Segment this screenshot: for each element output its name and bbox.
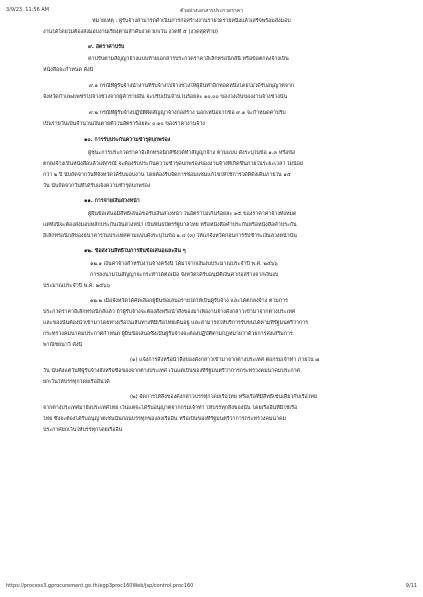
paragraph-line: ประกาศยกเว้นให้บรรทุกโดยเรืออื่น: [43, 427, 123, 433]
paragraph-line: กว่า ๒ ปี นับถัดจากวันที่จังหวัดได้รับมอบงาน โดยต้องรีบจัดการซ่อมแซมแก้ไขให้ใช้การได้ดีดังเดิมภายใน ๑๕: [43, 172, 291, 178]
note-line: หมายเหตุ : ผู้รับจ้างสามารถดำเนินการก่อสร้างงานรายใดรายหนึ่งแล้วเสร็จพร้อมส่งมอบ: [92, 18, 291, 24]
paragraph-line: ค่าปรับตามสัญญาจ้างแบบท้ายเอกสารประกวดราคาอิเล็กทรอนิกส์นี้ หรือข้อตกลงจ้างเป็น: [88, 56, 289, 62]
paragraph-line: จังหวัดกำแพงเพชรไปจ้างช่วงจากผู้ค้ารายอื่น จะปรับเป็นจำนวนร้อยละ ๑๐.๐๐ ของวงเงินของงานจ้างช่วงนั้น: [43, 94, 288, 100]
page-number: 9/11: [405, 583, 417, 589]
paragraph-line: ยกเว้นให้บรรทุกโดยเรืออื่นได้: [43, 379, 110, 385]
paragraph-line: ๑๒.๒ เมื่อจังหวัดได้คัดเลือกผู้ยื่นข้อเสนอรายใดให้เป็นผู้รับจ้าง และได้ตกลงจ้าง ตามการ: [90, 298, 288, 304]
paragraph-line: ๙.๑ กรณีที่ผู้รับจ้างนำงานที่รับจ้างไปจ้างช่วงให้ผู้อื่นทำอีกทอดหนึ่งโดยไม่ได้รับอนุญาตจาก: [89, 83, 295, 89]
paragraph-line: ผู้ชนะการประกวดราคาอิเล็กทรอนิกส์ซึ่งได้ทำสัญญาจ้าง ตามแบบ ดังระบุในข้อ ๑.๓ หรือข้อ: [88, 150, 296, 156]
paragraph-line: ๙.๒ กรณีที่ผู้รับจ้างปฏิบัติผิดสัญญาจ้างก่อสร้าง นอกเหนือจากข้อ ๙.๑ จะกำหนดค่าปรับ: [89, 110, 286, 116]
paragraph-line: หนังสือจะกำหนด ดังนี้: [43, 67, 94, 73]
paragraph-line: ประมาณประจำปี พ.ศ. ๒๕๖๖: [43, 283, 110, 289]
print-header-title: ตัวอย่างเอกสารประกวดราคา: [180, 8, 243, 14]
paragraph-line: และของนั้นต้องนำเข้ามาโดยทางเรือในเส้นทางที่มีเรือไทยเดินอยู่ และสามารถให้บริการรับขนได้ตามที่รัฐมนตรีว่าการ: [43, 320, 308, 326]
section-heading: ๑๑. การจ่ายเงินล่วงหน้า: [84, 198, 140, 204]
paragraph-line: พาณิชยนาวี ดังนี้: [43, 342, 83, 348]
paragraph-line: อิเล็กทรอนิกส์ของธนาคารในประเทศตามแบบดังระบุในข้อ ๑.๔ (๓) ให้แก่จังหวัดก่อนการรับชำระเงินล่วงหน้านั้น: [43, 233, 297, 239]
section-heading: ๑๐. การรับประกันความชำรุดบกพร่อง: [84, 137, 171, 143]
paragraph-line: วัน นับตั้งแต่วันที่ผู้รับจ้างสั่งหรือซื้อของจากต่างประเทศ เว้นแต่เป็นของที่รัฐมนตรีว่าการกระทรวงคมนาคมประกาศ: [43, 368, 300, 374]
paragraph-line: ๑๒.๑ เงินค่าจ้างสำหรับงานจ้างครั้งนี้ ได้มาจากเงินงบประมาณประจำปี พ.ศ. ๒๕๖๖: [90, 261, 278, 267]
footer-url: https://process3.gprocurement.go.th/egp3proc160Web/jsp/control.proc160: [6, 583, 194, 589]
print-timestamp: 3/9/23, 11:56 AM: [6, 7, 50, 13]
paragraph-line: การลงนามในสัญญาจะกระทำได้ต่อเมื่อ จังหวัดได้รับอนุมัติเงินค่าก่อสร้างจากเงินงบ: [90, 272, 279, 278]
paragraph-line: ไทย ซึ่งจะต้องได้รับอนุญาตเช่นนั้นก่อนบรรทุกของลงเรืออื่น หรือเป็นของที่รัฐมนตรีว่าการกระทรวงคมนาคม: [43, 416, 287, 422]
paragraph-line: ผู้ยื่นข้อเสนอมีสิทธิเสนอขอรับเงินล่วงหน้า ในอัตราไม่เกินร้อยละ ๑๕ ของราคาค่าจ้างทั้งหมด: [88, 211, 297, 217]
paragraph-line: วัน นับถัดจากวันที่ได้รับแจ้งความชำรุดบกพร่อง: [43, 183, 151, 189]
paragraph-line: เป็นรายวันเป็นจำนวนเงินตายตัวในอัตราร้อยละ ๐.๑๐ ของราคางานจ้าง: [43, 121, 205, 127]
note-line: งานได้โดยไม่ต้องส่งมอบงานเรียงตามลำดับงวด ยกเว้น งวดที่ ๕ (งวดสุดท้าย): [43, 29, 218, 35]
paragraph-line: จากต่างประเทศมายังประเทศไทย เว้นแต่จะได้รับอนุญาตจากกรมเจ้าท่า ให้บรรทุกสิ่งของนั้น โดยเรืออื่นที่มิใช่เรือ: [43, 405, 298, 411]
paragraph-line: กระทรวงคมนาคมประกาศกำหนด ผู้ยื่นข้อเสนอซึ่งเป็นผู้รับจ้างจะต้องปฏิบัติตามกฎหมายว่าด้วยการส่งเสริมการ: [43, 331, 293, 337]
paragraph-line: (๒) จัดการให้สิ่งของดังกล่าวบรรทุกโดยเรือไทย หรือเรือที่มีสิทธิเช่นเดียวกับเรือไทย: [130, 394, 317, 400]
paragraph-line: แต่ทั้งนี้จะต้องส่งมอบหลักประกันเงินล่วงหน้า เป็นพันธบัตรรัฐบาลไทย หรือหนังสือค้ำประกันหรือหนังสือค้ำประกัน: [43, 222, 297, 228]
section-heading: ๑๒. ข้อสงวนสิทธิในการยื่นข้อเสนอและอื่น ๆ: [84, 248, 186, 254]
paragraph-line: ประกวดราคาอิเล็กทรอนิกส์แล้ว ถ้าผู้รับจ้างจะต้องสั่งหรือนำสิ่งของมาเพื่องานจ้างดังกล่าวเข้ามาจากต่างประเทศ: [43, 309, 296, 315]
paragraph-line: (๑) แจ้งการสั่งหรือนำสิ่งของดังกล่าวเข้ามาจากต่างประเทศ ต่อกรมเจ้าท่า ภายใน ๗: [130, 357, 320, 363]
paragraph-line: ตกลงจ้างเป็นหนังสือแล้วแต่กรณี จะต้องรับประกันความชำรุดบกพร่องของงานจ้างที่เกิดขึ้นภายในระยะเวลา ไม่น้อย: [43, 161, 303, 167]
section-heading: ๙. อัตราค่าปรับ: [88, 44, 125, 50]
